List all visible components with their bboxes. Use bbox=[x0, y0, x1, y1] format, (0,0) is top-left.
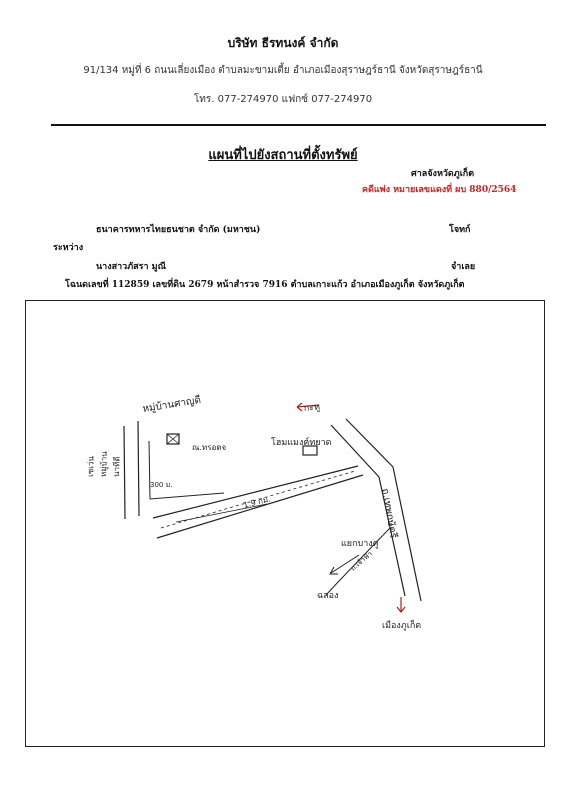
header-divider bbox=[51, 124, 546, 126]
left-label-2: หมู่บ้าน bbox=[99, 451, 109, 478]
to-chalong-label: ฉลอง bbox=[317, 591, 339, 601]
case-number: คดีแพ่ง หมายเลขแดงที่ ผบ 880/2564 bbox=[362, 185, 517, 195]
between-label: ระหว่าง bbox=[53, 243, 84, 253]
landmark-label: โฮมแมงฅ์ทยาด bbox=[271, 438, 332, 448]
to-kathu-label: กะทู bbox=[303, 402, 321, 414]
junction-label: แยกบางคู bbox=[341, 539, 379, 549]
map-frame bbox=[25, 300, 545, 747]
property-hatch bbox=[167, 434, 179, 444]
property-label: ณ.ทรอดจ bbox=[192, 443, 227, 452]
to-phuket-town-label: เมืองภูเก็ต bbox=[382, 621, 422, 631]
company-name: บริษัท ธีรทนงค์ จำกัด bbox=[227, 36, 339, 50]
village-label: หมู่บ้านศาญดี bbox=[141, 394, 202, 415]
hand-drawn-map bbox=[26, 301, 544, 746]
distance-short-label: 300 ม. bbox=[150, 481, 173, 489]
left-label-3: นาทีดี bbox=[112, 456, 122, 478]
defendant-role: จำเลย bbox=[451, 262, 476, 272]
village-road-left-edge bbox=[138, 421, 139, 516]
defendant-name: นางสาวภัสรา มูณี bbox=[96, 262, 166, 272]
left-label-1: เซเว่น bbox=[86, 455, 96, 478]
court-name: ศาลจังหวัดภูเก็ต bbox=[411, 169, 475, 179]
branch-road-label: ถ.เจ้าฟ้า bbox=[349, 549, 375, 573]
company-phone: โทร. 077-274970 แฟกซ์ 077-274970 bbox=[193, 94, 373, 105]
company-address: 91/134 หมู่ที่ 6 ถนนเลี่ยงเมือง ตำบลมะขามเตี้ย อำเภอเมืองสุราษฎร์ธานี จังหวัดสุราษฎร์ธานี bbox=[83, 65, 483, 76]
document-title: แผนที่ไปยังสถานที่ตั้งทรัพย์ bbox=[208, 148, 358, 163]
main-road-bottom-edge bbox=[157, 475, 363, 538]
deed-description: โฉนดเลขที่ 112859 เลขที่ดิน 2679 หน้าสำรวจ 7916 ตำบลเกาะแก้ว อำเภอเมืองภูเก็ต จังหวัดภูเก็ต bbox=[65, 280, 465, 290]
distance-long-label: 1.9 กม. bbox=[242, 494, 272, 510]
plaintiff-role: โจทก์ bbox=[449, 225, 471, 235]
plaintiff-name: ธนาคารทหารไทยธนชาต จำกัด (มหาชน) bbox=[96, 225, 261, 235]
village-road-inner-edge bbox=[124, 426, 125, 519]
main-road-label: ถ.เทพกษัตรี bbox=[379, 487, 399, 540]
main-road-top-edge bbox=[153, 466, 358, 518]
